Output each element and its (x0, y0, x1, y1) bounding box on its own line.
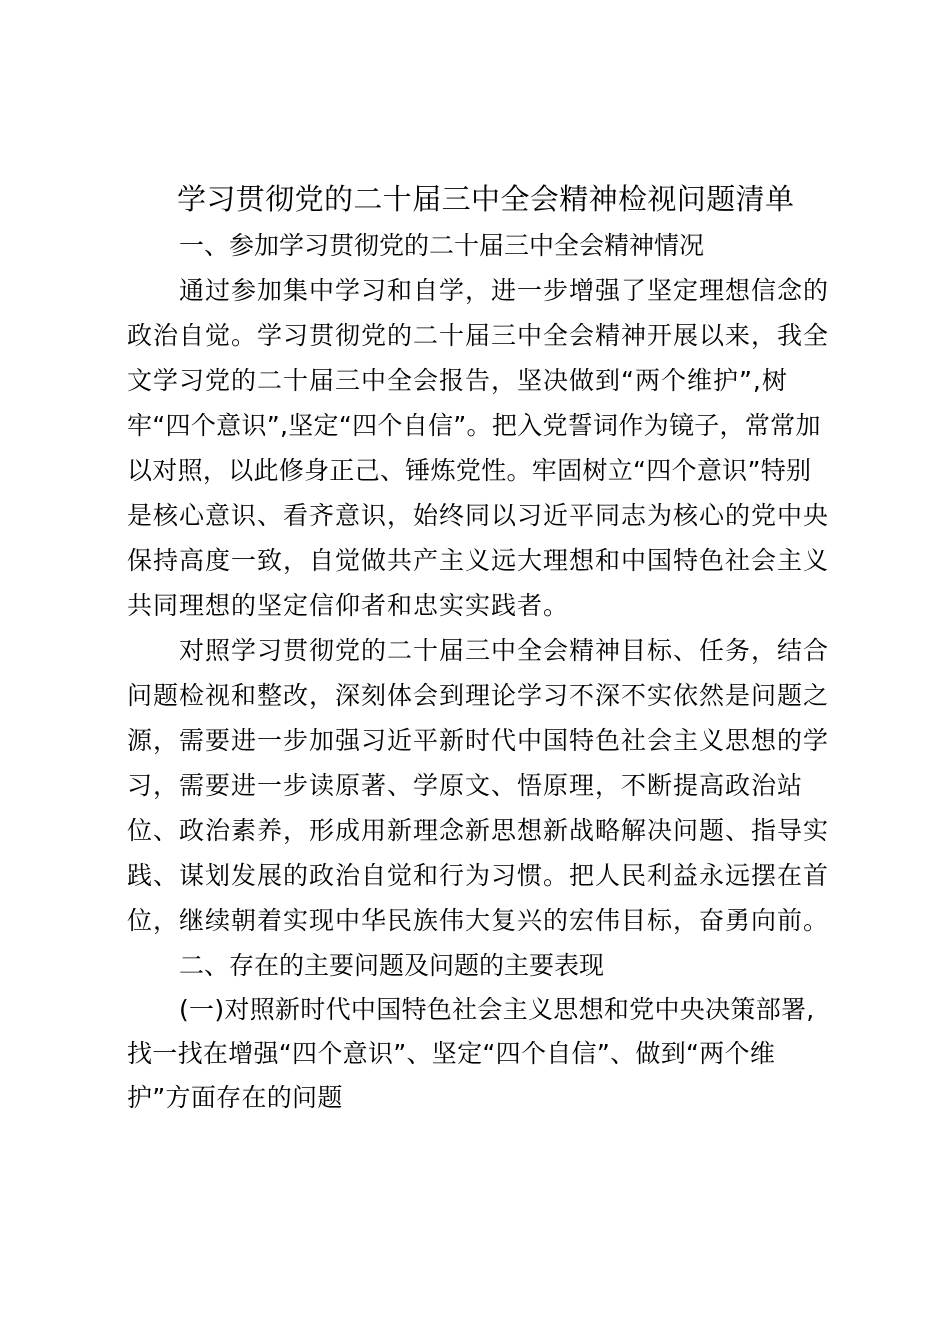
subsection-line: (一)对照新时代中国特色社会主义思想和党中央决策部署, (179, 995, 815, 1024)
paragraph-line: 文学习党的二十届三中全会报告，坚决做到“两个维护”,树 (127, 366, 788, 395)
paragraph-line: 位、政治素养，形成用新理念新思想新战略解决问题、指导实 (127, 816, 830, 845)
paragraph-line: 是核心意识、看齐意识，始终同以习近平同志为核心的党中央 (127, 501, 830, 530)
paragraph-line: 位，继续朝着实现中华民族伟大复兴的宏伟目标，奋勇向前。 (127, 906, 830, 935)
paragraph-line: 习，需要进一步读原著、学原文、悟原理，不断提高政治站 (127, 771, 804, 800)
paragraph-line: 政治自觉。学习贯彻党的二十届三中全会精神开展以来，我全 (127, 321, 830, 350)
subsection-1 (127, 988, 827, 1120)
paragraph-1 (127, 268, 830, 628)
paragraph-line: 源，需要进一步加强习近平新时代中国特色社会主义思想的学 (127, 726, 830, 755)
section-1-heading: 一、参加学习贯彻党的二十届三中全会精神情况 (179, 231, 705, 260)
paragraph-line: 以对照，以此修身正己、锤炼党性。牢固树立“四个意识”特别 (127, 456, 812, 485)
paragraph-2 (127, 628, 830, 943)
subsection-line: 护”方面存在的问题 (127, 1083, 343, 1112)
paragraph-line: 通过参加集中学习和自学，进一步增强了坚定理想信念的 (179, 276, 830, 305)
paragraph-line: 问题检视和整改，深刻体会到理论学习不深不实依然是问题之 (127, 681, 830, 710)
section-2-heading: 二、存在的主要问题及问题的主要表现 (179, 951, 605, 980)
document-title: 学习贯彻党的二十届三中全会精神检视问题清单 (177, 182, 795, 216)
subsection-line: 找一找在增强“四个意识”、坚定“四个自信”、做到“两个维 (127, 1039, 776, 1068)
paragraph-line: 共同理想的坚定信仰者和忠实实践者。 (127, 591, 570, 620)
paragraph-line: 践、谋划发展的政治自觉和行为习惯。把人民利益永远摆在首 (127, 861, 830, 890)
paragraph-line: 牢“四个意识”,坚定“四个自信”。把入党誓词作为镜子，常常加 (127, 411, 821, 440)
paragraph-line: 对照学习贯彻党的二十届三中全会精神目标、任务，结合 (179, 636, 830, 665)
paragraph-line: 保持高度一致，自觉做共产主义远大理想和中国特色社会主义 (127, 546, 830, 575)
document-body (127, 174, 830, 1120)
